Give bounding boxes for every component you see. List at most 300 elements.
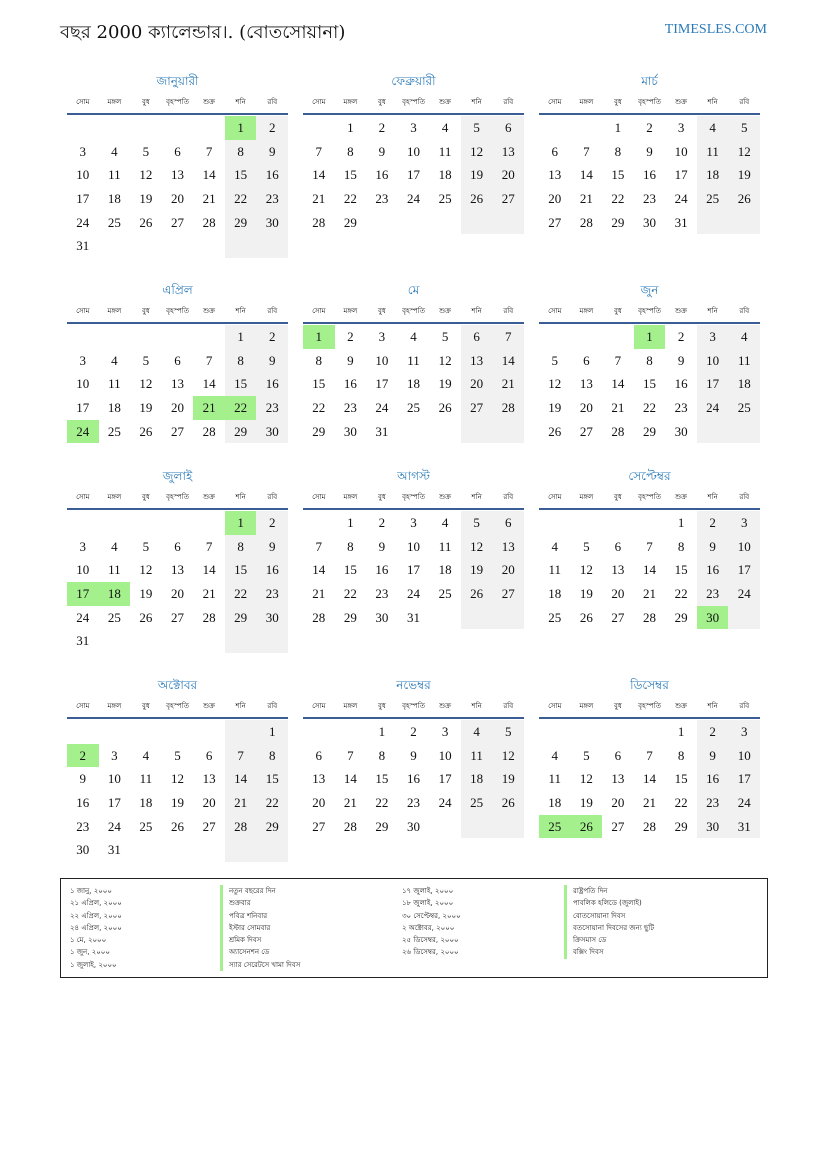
- day-cell[interactable]: 9: [677, 352, 685, 368]
- holiday-day-cell[interactable]: 2: [67, 744, 99, 768]
- day-cell[interactable]: 3: [441, 724, 449, 739]
- day-cell[interactable]: 20: [611, 586, 625, 602]
- day-cell[interactable]: 28: [202, 214, 216, 230]
- day-cell[interactable]: 11: [728, 349, 760, 373]
- day-cell[interactable]: 4: [111, 538, 118, 554]
- day-cell[interactable]: 31: [728, 815, 760, 839]
- day-cell[interactable]: 9: [79, 771, 87, 787]
- day-cell[interactable]: 9: [378, 143, 386, 159]
- day-cell[interactable]: 19: [438, 376, 452, 392]
- day-cell[interactable]: 3: [378, 329, 386, 344]
- day-cell[interactable]: 5: [728, 116, 760, 140]
- day-cell[interactable]: 27: [170, 423, 184, 439]
- day-cell[interactable]: 28: [312, 609, 326, 625]
- day-cell[interactable]: 3: [410, 515, 417, 530]
- day-cell[interactable]: 24: [375, 400, 389, 416]
- day-cell[interactable]: 18: [697, 163, 729, 187]
- day-cell[interactable]: 6: [614, 747, 622, 763]
- day-cell[interactable]: 16: [674, 376, 688, 392]
- day-cell[interactable]: 6: [315, 747, 323, 763]
- day-cell[interactable]: 5: [142, 538, 150, 554]
- day-cell[interactable]: 24: [107, 818, 121, 834]
- day-cell[interactable]: 18: [728, 372, 760, 396]
- day-cell[interactable]: 9: [410, 747, 417, 763]
- day-cell[interactable]: 28: [611, 423, 625, 439]
- day-cell[interactable]: 19: [170, 795, 184, 811]
- day-cell[interactable]: 29: [312, 423, 326, 439]
- day-cell[interactable]: 21: [202, 586, 216, 602]
- day-cell[interactable]: 13: [492, 535, 524, 559]
- day-cell[interactable]: 5: [174, 747, 181, 763]
- day-cell[interactable]: 20: [170, 191, 184, 207]
- day-cell[interactable]: 3: [79, 352, 87, 368]
- day-cell[interactable]: 28: [492, 396, 524, 420]
- day-cell[interactable]: 14: [579, 167, 593, 183]
- day-cell[interactable]: 17: [76, 400, 90, 416]
- day-cell[interactable]: 13: [170, 376, 184, 392]
- day-cell[interactable]: 21: [225, 791, 257, 815]
- day-cell[interactable]: 30: [697, 815, 729, 839]
- day-cell[interactable]: 23: [375, 191, 389, 207]
- day-cell[interactable]: 26: [579, 609, 593, 625]
- day-cell[interactable]: 22: [256, 791, 288, 815]
- day-cell[interactable]: 21: [642, 795, 656, 811]
- day-cell[interactable]: 10: [107, 771, 121, 787]
- day-cell[interactable]: 7: [205, 352, 213, 368]
- day-cell[interactable]: 11: [108, 562, 121, 578]
- day-cell[interactable]: 15: [375, 771, 389, 787]
- day-cell[interactable]: 28: [202, 609, 216, 625]
- day-cell[interactable]: 8: [225, 535, 257, 559]
- day-cell[interactable]: 24: [406, 191, 420, 207]
- day-cell[interactable]: 25: [107, 214, 121, 230]
- day-cell[interactable]: 24: [674, 191, 688, 207]
- day-cell[interactable]: 12: [139, 167, 153, 183]
- day-cell[interactable]: 24: [76, 609, 90, 625]
- day-cell[interactable]: 5: [461, 116, 493, 140]
- day-cell[interactable]: 30: [76, 842, 90, 858]
- day-cell[interactable]: 4: [441, 120, 449, 135]
- day-cell[interactable]: 25: [107, 423, 121, 439]
- day-cell[interactable]: 16: [256, 372, 288, 396]
- day-cell[interactable]: 20: [461, 372, 493, 396]
- day-cell[interactable]: 13: [579, 376, 593, 392]
- day-cell[interactable]: 27: [312, 818, 326, 834]
- day-cell[interactable]: 19: [139, 191, 153, 207]
- day-cell[interactable]: 28: [312, 214, 326, 230]
- day-cell[interactable]: 6: [492, 116, 524, 140]
- day-cell[interactable]: 31: [674, 214, 688, 230]
- day-cell[interactable]: 27: [492, 582, 524, 606]
- day-cell[interactable]: 14: [202, 376, 216, 392]
- day-cell[interactable]: 31: [375, 423, 389, 439]
- day-cell[interactable]: 5: [583, 747, 590, 763]
- day-cell[interactable]: 29: [225, 420, 257, 444]
- day-cell[interactable]: 8: [677, 538, 685, 554]
- day-cell[interactable]: 30: [674, 423, 688, 439]
- day-cell[interactable]: 11: [548, 562, 562, 578]
- day-cell[interactable]: 7: [205, 538, 213, 554]
- day-cell[interactable]: 30: [256, 211, 288, 235]
- day-cell[interactable]: 16: [697, 767, 729, 791]
- day-cell[interactable]: 17: [107, 795, 121, 811]
- day-cell[interactable]: 21: [611, 400, 625, 416]
- day-cell[interactable]: 6: [174, 538, 181, 554]
- day-cell[interactable]: 22: [225, 187, 257, 211]
- day-cell[interactable]: 26: [548, 423, 562, 439]
- day-cell[interactable]: 26: [139, 214, 153, 230]
- day-cell[interactable]: 31: [406, 609, 420, 625]
- day-cell[interactable]: 14: [202, 562, 216, 578]
- holiday-day-cell[interactable]: 30: [697, 606, 729, 630]
- day-cell[interactable]: 18: [107, 191, 121, 207]
- day-cell[interactable]: 4: [441, 515, 449, 530]
- day-cell[interactable]: 15: [312, 376, 326, 392]
- day-cell[interactable]: 29: [611, 214, 625, 230]
- day-cell[interactable]: 18: [438, 167, 452, 183]
- day-cell[interactable]: 3: [111, 747, 118, 763]
- day-cell[interactable]: 13: [312, 771, 326, 787]
- day-cell[interactable]: 23: [642, 191, 656, 207]
- day-cell[interactable]: 8: [646, 352, 653, 368]
- day-cell[interactable]: 14: [492, 349, 524, 373]
- day-cell[interactable]: 22: [343, 191, 357, 207]
- day-cell[interactable]: 17: [76, 191, 90, 207]
- day-cell[interactable]: 25: [697, 187, 729, 211]
- day-cell[interactable]: 4: [111, 143, 118, 159]
- day-cell[interactable]: 10: [728, 744, 760, 768]
- day-cell[interactable]: 3: [79, 538, 87, 554]
- day-cell[interactable]: 5: [142, 352, 150, 368]
- day-cell[interactable]: 10: [76, 376, 90, 392]
- day-cell[interactable]: 24: [438, 795, 452, 811]
- day-cell[interactable]: 4: [697, 116, 729, 140]
- day-cell[interactable]: 2: [347, 329, 354, 344]
- day-cell[interactable]: 25: [728, 396, 760, 420]
- day-cell[interactable]: 12: [492, 744, 524, 768]
- day-cell[interactable]: 4: [111, 352, 118, 368]
- day-cell[interactable]: 25: [438, 191, 452, 207]
- day-cell[interactable]: 7: [225, 744, 257, 768]
- day-cell[interactable]: 2: [697, 720, 729, 744]
- holiday-day-cell[interactable]: 22: [225, 396, 257, 420]
- day-cell[interactable]: 4: [142, 747, 150, 763]
- day-cell[interactable]: 15: [611, 167, 625, 183]
- day-cell[interactable]: 19: [728, 163, 760, 187]
- day-cell[interactable]: 13: [202, 771, 216, 787]
- day-cell[interactable]: 18: [139, 795, 153, 811]
- day-cell[interactable]: 12: [139, 376, 153, 392]
- day-cell[interactable]: 23: [256, 396, 288, 420]
- day-cell[interactable]: 19: [548, 400, 562, 416]
- day-cell[interactable]: 13: [492, 140, 524, 164]
- day-cell[interactable]: 3: [677, 120, 685, 135]
- day-cell[interactable]: 16: [375, 562, 389, 578]
- day-cell[interactable]: 14: [202, 167, 216, 183]
- day-cell[interactable]: 1: [347, 515, 354, 530]
- day-cell[interactable]: 5: [142, 143, 150, 159]
- day-cell[interactable]: 12: [461, 535, 493, 559]
- day-cell[interactable]: 28: [579, 214, 593, 230]
- day-cell[interactable]: 17: [728, 767, 760, 791]
- day-cell[interactable]: 17: [697, 372, 729, 396]
- day-cell[interactable]: 5: [492, 720, 524, 744]
- day-cell[interactable]: 16: [642, 167, 656, 183]
- holiday-day-cell[interactable]: 25: [539, 815, 571, 839]
- day-cell[interactable]: 25: [461, 791, 493, 815]
- day-cell[interactable]: 12: [579, 771, 593, 787]
- day-cell[interactable]: 5: [441, 329, 449, 344]
- day-cell[interactable]: 8: [256, 744, 288, 768]
- day-cell[interactable]: 2: [378, 515, 386, 530]
- day-cell[interactable]: 22: [611, 191, 625, 207]
- day-cell[interactable]: 30: [256, 420, 288, 444]
- day-cell[interactable]: 27: [611, 818, 625, 834]
- day-cell[interactable]: 15: [674, 562, 688, 578]
- day-cell[interactable]: 15: [343, 562, 357, 578]
- day-cell[interactable]: 6: [461, 325, 493, 349]
- day-cell[interactable]: 29: [343, 214, 357, 230]
- day-cell[interactable]: 8: [677, 747, 685, 763]
- day-cell[interactable]: 29: [343, 609, 357, 625]
- day-cell[interactable]: 8: [347, 538, 354, 554]
- day-cell[interactable]: 6: [614, 538, 622, 554]
- day-cell[interactable]: 13: [611, 562, 625, 578]
- day-cell[interactable]: 23: [674, 400, 688, 416]
- day-cell[interactable]: 27: [492, 187, 524, 211]
- day-cell[interactable]: 29: [642, 423, 656, 439]
- day-cell[interactable]: 7: [646, 538, 653, 554]
- day-cell[interactable]: 29: [225, 211, 257, 235]
- day-cell[interactable]: 10: [674, 143, 688, 159]
- day-cell[interactable]: 1: [347, 120, 354, 135]
- day-cell[interactable]: 6: [583, 352, 590, 368]
- day-cell[interactable]: 2: [256, 116, 288, 140]
- day-cell[interactable]: 7: [205, 143, 213, 159]
- day-cell[interactable]: 11: [438, 143, 452, 159]
- day-cell[interactable]: 8: [378, 747, 386, 763]
- day-cell[interactable]: 8: [225, 140, 257, 164]
- day-cell[interactable]: 13: [548, 167, 562, 183]
- day-cell[interactable]: 18: [548, 795, 562, 811]
- day-cell[interactable]: 26: [461, 582, 493, 606]
- day-cell[interactable]: 11: [697, 140, 729, 164]
- holiday-day-cell[interactable]: 24: [67, 420, 99, 444]
- day-cell[interactable]: 27: [170, 609, 184, 625]
- day-cell[interactable]: 8: [315, 352, 323, 368]
- day-cell[interactable]: 12: [139, 562, 153, 578]
- day-cell[interactable]: 11: [461, 744, 493, 768]
- day-cell[interactable]: 8: [614, 143, 622, 159]
- day-cell[interactable]: 24: [728, 582, 760, 606]
- day-cell[interactable]: 21: [492, 372, 524, 396]
- day-cell[interactable]: 27: [611, 609, 625, 625]
- day-cell[interactable]: 9: [256, 535, 288, 559]
- day-cell[interactable]: 23: [76, 818, 90, 834]
- day-cell[interactable]: 10: [728, 535, 760, 559]
- day-cell[interactable]: 27: [579, 423, 593, 439]
- day-cell[interactable]: 15: [343, 167, 357, 183]
- day-cell[interactable]: 6: [205, 747, 213, 763]
- day-cell[interactable]: 26: [438, 400, 452, 416]
- day-cell[interactable]: 9: [256, 140, 288, 164]
- day-cell[interactable]: 4: [551, 538, 559, 554]
- day-cell[interactable]: 2: [677, 329, 685, 344]
- day-cell[interactable]: 1: [677, 724, 685, 739]
- day-cell[interactable]: 25: [107, 609, 121, 625]
- holiday-day-cell[interactable]: 26: [571, 815, 603, 839]
- day-cell[interactable]: 21: [202, 191, 216, 207]
- day-cell[interactable]: 25: [438, 586, 452, 602]
- day-cell[interactable]: 10: [406, 143, 420, 159]
- day-cell[interactable]: 1: [677, 515, 685, 530]
- holiday-day-cell[interactable]: 17: [67, 582, 99, 606]
- day-cell[interactable]: 9: [378, 538, 386, 554]
- day-cell[interactable]: 11: [139, 771, 153, 787]
- day-cell[interactable]: 30: [642, 214, 656, 230]
- day-cell[interactable]: 15: [225, 163, 257, 187]
- day-cell[interactable]: 2: [378, 120, 386, 135]
- day-cell[interactable]: 3: [728, 511, 760, 535]
- day-cell[interactable]: 8: [347, 143, 354, 159]
- holiday-day-cell[interactable]: 1: [303, 325, 335, 349]
- day-cell[interactable]: 24: [76, 214, 90, 230]
- day-cell[interactable]: 18: [548, 586, 562, 602]
- day-cell[interactable]: 12: [579, 562, 593, 578]
- day-cell[interactable]: 5: [461, 511, 493, 535]
- day-cell[interactable]: 17: [406, 167, 420, 183]
- day-cell[interactable]: 24: [697, 396, 729, 420]
- day-cell[interactable]: 11: [548, 771, 562, 787]
- holiday-day-cell[interactable]: 1: [634, 325, 666, 349]
- brand-link[interactable]: TIMESLES.COM: [664, 22, 767, 37]
- day-cell[interactable]: 1: [614, 120, 622, 135]
- day-cell[interactable]: 9: [697, 744, 729, 768]
- day-cell[interactable]: 27: [548, 214, 562, 230]
- day-cell[interactable]: 25: [406, 400, 420, 416]
- day-cell[interactable]: 31: [76, 238, 90, 254]
- holiday-day-cell[interactable]: 18: [99, 582, 131, 606]
- day-cell[interactable]: 29: [674, 609, 688, 625]
- day-cell[interactable]: 23: [375, 586, 389, 602]
- day-cell[interactable]: 15: [674, 771, 688, 787]
- holiday-day-cell[interactable]: 1: [225, 116, 257, 140]
- day-cell[interactable]: 14: [312, 562, 326, 578]
- day-cell[interactable]: 21: [579, 191, 593, 207]
- day-cell[interactable]: 17: [438, 771, 452, 787]
- day-cell[interactable]: 16: [256, 163, 288, 187]
- day-cell[interactable]: 16: [256, 558, 288, 582]
- holiday-day-cell[interactable]: 1: [225, 511, 257, 535]
- day-cell[interactable]: 19: [461, 558, 493, 582]
- day-cell[interactable]: 8: [225, 349, 257, 373]
- day-cell[interactable]: 28: [642, 818, 656, 834]
- day-cell[interactable]: 27: [170, 214, 184, 230]
- day-cell[interactable]: 14: [642, 562, 656, 578]
- day-cell[interactable]: 19: [139, 400, 153, 416]
- day-cell[interactable]: 20: [202, 795, 216, 811]
- day-cell[interactable]: 16: [343, 376, 357, 392]
- day-cell[interactable]: 6: [492, 511, 524, 535]
- day-cell[interactable]: 23: [343, 400, 357, 416]
- day-cell[interactable]: 7: [583, 143, 590, 159]
- day-cell[interactable]: 3: [697, 325, 729, 349]
- day-cell[interactable]: 24: [406, 586, 420, 602]
- day-cell[interactable]: 15: [642, 376, 656, 392]
- day-cell[interactable]: 19: [461, 163, 493, 187]
- day-cell[interactable]: 7: [347, 747, 354, 763]
- day-cell[interactable]: 5: [551, 352, 559, 368]
- day-cell[interactable]: 17: [674, 167, 688, 183]
- day-cell[interactable]: 10: [76, 167, 90, 183]
- day-cell[interactable]: 9: [256, 349, 288, 373]
- day-cell[interactable]: 15: [225, 372, 257, 396]
- day-cell[interactable]: 6: [551, 143, 559, 159]
- day-cell[interactable]: 20: [312, 795, 326, 811]
- day-cell[interactable]: 12: [728, 140, 760, 164]
- day-cell[interactable]: 4: [551, 747, 559, 763]
- holiday-day-cell[interactable]: 21: [193, 396, 225, 420]
- day-cell[interactable]: 7: [614, 352, 622, 368]
- day-cell[interactable]: 14: [312, 167, 326, 183]
- day-cell[interactable]: 13: [170, 167, 184, 183]
- day-cell[interactable]: 19: [492, 767, 524, 791]
- day-cell[interactable]: 22: [642, 400, 656, 416]
- day-cell[interactable]: 2: [410, 724, 417, 739]
- day-cell[interactable]: 30: [375, 609, 389, 625]
- day-cell[interactable]: 7: [492, 325, 524, 349]
- day-cell[interactable]: 19: [579, 586, 593, 602]
- day-cell[interactable]: 31: [107, 842, 121, 858]
- day-cell[interactable]: 22: [225, 582, 257, 606]
- day-cell[interactable]: 26: [492, 791, 524, 815]
- day-cell[interactable]: 13: [611, 771, 625, 787]
- day-cell[interactable]: 4: [461, 720, 493, 744]
- day-cell[interactable]: 9: [697, 535, 729, 559]
- day-cell[interactable]: 27: [202, 818, 216, 834]
- day-cell[interactable]: 21: [343, 795, 357, 811]
- day-cell[interactable]: 25: [548, 609, 562, 625]
- day-cell[interactable]: 21: [642, 586, 656, 602]
- day-cell[interactable]: 20: [492, 163, 524, 187]
- day-cell[interactable]: 11: [407, 352, 420, 368]
- day-cell[interactable]: 16: [697, 558, 729, 582]
- day-cell[interactable]: 28: [225, 815, 257, 839]
- day-cell[interactable]: 18: [461, 767, 493, 791]
- day-cell[interactable]: 23: [256, 582, 288, 606]
- day-cell[interactable]: 5: [583, 538, 590, 554]
- day-cell[interactable]: 10: [375, 352, 389, 368]
- day-cell[interactable]: 7: [315, 538, 323, 554]
- day-cell[interactable]: 9: [646, 143, 653, 159]
- day-cell[interactable]: 12: [461, 140, 493, 164]
- day-cell[interactable]: 10: [438, 747, 452, 763]
- day-cell[interactable]: 16: [375, 167, 389, 183]
- day-cell[interactable]: 23: [697, 791, 729, 815]
- day-cell[interactable]: 7: [315, 143, 323, 159]
- day-cell[interactable]: 15: [256, 767, 288, 791]
- day-cell[interactable]: 14: [343, 771, 357, 787]
- day-cell[interactable]: 23: [406, 795, 420, 811]
- day-cell[interactable]: 12: [548, 376, 562, 392]
- day-cell[interactable]: 20: [579, 400, 593, 416]
- day-cell[interactable]: 17: [406, 562, 420, 578]
- day-cell[interactable]: 13: [461, 349, 493, 373]
- day-cell[interactable]: 20: [170, 400, 184, 416]
- day-cell[interactable]: 23: [256, 187, 288, 211]
- day-cell[interactable]: 11: [438, 538, 452, 554]
- day-cell[interactable]: 6: [174, 143, 181, 159]
